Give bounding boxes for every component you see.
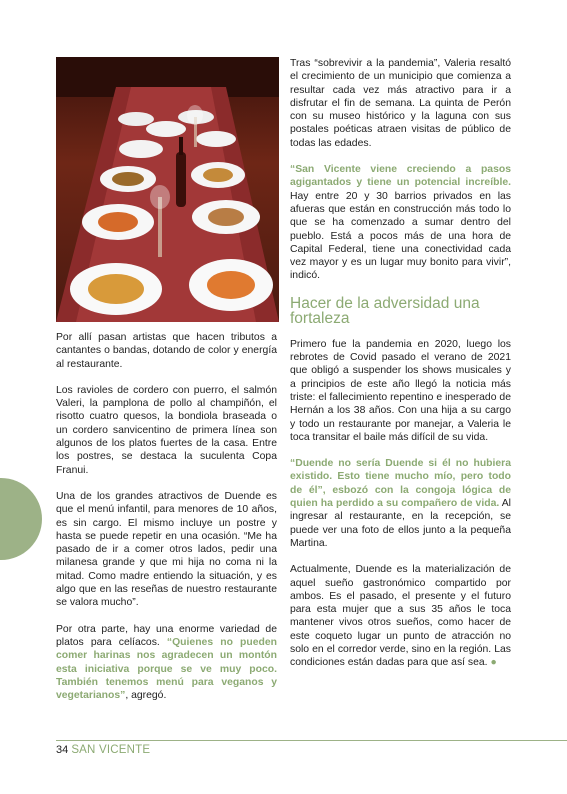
right-paragraph-4	[290, 457, 511, 550]
magazine-name: SAN VICENTE	[71, 744, 151, 756]
left-paragraph-4	[56, 623, 277, 703]
left-paragraph-4-end: , agregó.	[125, 690, 167, 702]
right-paragraph-1: Tras “sobrevivir a la pandemia”, Valeria resaltó el crecimiento de un municipio que comienza a resultar cada vez más atractivo para ir a disfrutar el fin de semana. La quinta de Perón con su museo histórico y la laguna con sus postales poéticas atraen visitas de público de todas las edades.	[290, 58, 511, 149]
decorative-circle	[0, 478, 42, 560]
right-paragraph-3: Primero fue la pandemia en 2020, luego los rebrotes de Covid pasado el verano de 2021 que obligó a suspender los shows musicales y a principios de este año llegó la noticia más triste: el fallecimiento repentino e inesperado de Hernán a los 38 años. Con una hija a su cargo y todo un restaurante por manejar, a Valeria le toca transitar el baile más difícil de su vida.	[290, 338, 511, 443]
left-column	[56, 331, 277, 715]
page-footer	[56, 744, 150, 756]
right-column	[290, 57, 511, 683]
right-quote-highlight-2: “Duende no sería Duende si él no hubiera existido. Esto tiene mucho mío, pero todo de él”, esbozó con la congoja lógica de quien ha perdido a su compañero de vida.	[290, 458, 511, 510]
left-paragraph-4-start: Por otra parte, hay una enorme variedad de platos para celíacos.	[56, 623, 277, 648]
right-quote-highlight-1: “San Vicente viene creciendo a pasos agigantados y tiene un potencial increíble.	[290, 164, 511, 189]
restaurant-photo	[56, 57, 279, 322]
footer-divider	[56, 740, 567, 741]
page-number: 34	[56, 744, 69, 756]
left-paragraph-3: Una de los grandes atractivos de Duende es que el menú infantil, para menores de 10 años, es sin cargo. El mismo incluye un postre y hasta se puede repetir en una ocasión. “Me ha pasado de ir a comer otros lados, pedir una milanesa grande y que mi hija no coma ni la mitad. Como madre entiendo la situación, y es algo que en las reseñas de nuestro restaurante se valora mucho”.	[56, 490, 277, 609]
left-paragraph-1: Por allí pasan artistas que hacen tributos a cantantes o bandas, dotando de color y energía al restaurante.	[56, 332, 277, 370]
restaurant-table-photo-icon	[56, 57, 279, 322]
section-subheading: Hacer de la adversidad una fortaleza	[290, 294, 480, 327]
left-quote-highlight: “Quienes no pueden comer harinas nos agradecen un montón esta iniciativa porque se ve muy poco. También tenemos menú para veganos y vegetarianos”	[56, 636, 277, 702]
left-paragraph-2: Los ravioles de cordero con puerro, el salmón Valeri, la pamplona de pollo al champiñón, el risotto cuatro quesos, la bondiola braseada o un cordero sanvicentino de primera línea son algunos de los platos fuertes de la casa. Entre los postres, se destaca la suculenta Copa Franui.	[56, 384, 277, 476]
right-paragraph-2-rest: Hay entre 20 y 30 barrios privados en las afueras que están en construcción más todo lo que se ha comenzado a sumar dentro del pueblo. Está a pocos más de una hora de Capital Federal, tiene una conectividad cada vez mayor y es un lugar muy bonito para vivir”, indicó.	[290, 190, 511, 282]
end-mark-icon: ●	[487, 657, 497, 669]
right-paragraph-4-rest: Al ingresar al restaurante, en la recepción, se puede ver una foto de ellos junto a la pequeña Martina.	[290, 498, 511, 549]
right-paragraph-5	[290, 563, 511, 669]
right-paragraph-2	[290, 163, 511, 283]
right-paragraph-5-text: Actualmente, Duende es la materialización de aquel sueño gastronómico compartido por ambos. Es el pasado, el presente y el futuro para esta mujer que a sus 35 años le toca mantener vivos otros sueños, como hacer de este coqueto lugar un punto de atracción no solo en el corredor verde, sino en la región. Las condiciones están dadas para que así sea.	[290, 564, 511, 669]
